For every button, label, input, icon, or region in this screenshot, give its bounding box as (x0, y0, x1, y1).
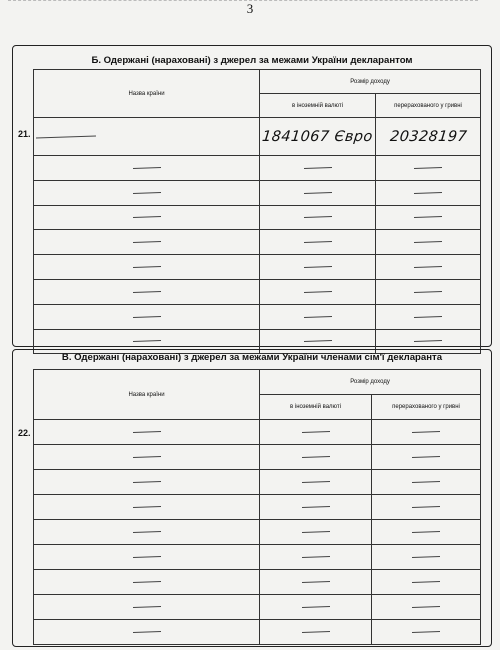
table-row (34, 420, 481, 445)
header-country: Назва країни (34, 370, 260, 420)
country-cell[interactable] (34, 420, 260, 445)
table-row (34, 545, 481, 570)
country-cell[interactable] (34, 595, 260, 620)
uah-value-cell[interactable] (376, 156, 481, 181)
country-cell[interactable] (34, 620, 260, 645)
table-row (34, 570, 481, 595)
foreign-value-cell[interactable] (260, 520, 372, 545)
foreign-value-cell[interactable] (260, 595, 372, 620)
header-converted-uah: перерахованого у гривні (372, 395, 481, 420)
uah-value-cell[interactable] (372, 420, 481, 445)
table-row (34, 180, 481, 205)
uah-value-handwritten: 20328197 (388, 128, 468, 145)
foreign-value-cell[interactable] (260, 180, 376, 205)
foreign-value-cell[interactable] (260, 118, 376, 156)
foreign-value-cell[interactable] (260, 279, 376, 304)
table-row (34, 118, 481, 156)
uah-value-cell[interactable] (372, 445, 481, 470)
section-b-title: Б. Одержані (нараховані) з джерел за межами України декларантом (91, 55, 413, 66)
table-row (34, 520, 481, 545)
uah-value-cell[interactable] (376, 180, 481, 205)
country-cell[interactable] (34, 255, 260, 280)
uah-value-cell[interactable] (376, 279, 481, 304)
section-b-table (33, 69, 481, 354)
header-income-size: Розмір доходу (260, 70, 481, 94)
foreign-value-cell[interactable] (260, 470, 372, 495)
country-cell[interactable] (34, 180, 260, 205)
uah-value-cell[interactable] (372, 520, 481, 545)
header-income-size: Розмір доходу (260, 370, 481, 395)
uah-value-cell[interactable] (376, 255, 481, 280)
section-b-row-number: 21. (18, 129, 31, 139)
foreign-value-cell[interactable] (260, 545, 372, 570)
uah-value-cell[interactable] (372, 545, 481, 570)
table-row (34, 620, 481, 645)
country-cell[interactable] (34, 279, 260, 304)
country-cell[interactable] (34, 520, 260, 545)
uah-value-cell[interactable] (376, 304, 481, 329)
foreign-value-cell[interactable] (260, 445, 372, 470)
table-row (34, 495, 481, 520)
foreign-value-cell[interactable] (260, 205, 376, 230)
foreign-value-cell[interactable] (260, 620, 372, 645)
header-country: Назва країни (34, 70, 260, 118)
page-number: 3 (246, 1, 254, 16)
table-row (34, 205, 481, 230)
table-row (34, 255, 481, 280)
uah-value-cell[interactable] (372, 570, 481, 595)
section-v-title: В. Одержані (нараховані) з джерел за межами України членами сім'ї декларанта (61, 352, 443, 363)
country-cell[interactable] (34, 230, 260, 255)
foreign-value-cell[interactable] (260, 570, 372, 595)
country-cell[interactable] (34, 570, 260, 595)
foreign-value-cell[interactable] (260, 420, 372, 445)
foreign-value-cell[interactable] (260, 255, 376, 280)
uah-value-cell[interactable] (372, 495, 481, 520)
header-foreign-currency: в іноземній валюті (260, 395, 372, 420)
foreign-value-cell[interactable] (260, 304, 376, 329)
section-v-table (33, 369, 481, 645)
uah-value-cell[interactable] (372, 470, 481, 495)
header-converted-uah: перерахованого у гривні (376, 94, 481, 118)
uah-value-cell[interactable] (376, 205, 481, 230)
table-row (34, 470, 481, 495)
country-cell[interactable] (34, 118, 260, 156)
country-cell[interactable] (34, 304, 260, 329)
country-cell[interactable] (34, 445, 260, 470)
table-row (34, 156, 481, 181)
country-cell[interactable] (34, 545, 260, 570)
table-row (34, 304, 481, 329)
uah-value-cell[interactable] (376, 230, 481, 255)
table-row (34, 445, 481, 470)
section-v-row-number: 22. (18, 428, 31, 438)
table-row (34, 230, 481, 255)
country-cell[interactable] (34, 470, 260, 495)
uah-value-cell[interactable] (372, 595, 481, 620)
country-cell[interactable] (34, 156, 260, 181)
foreign-value-cell[interactable] (260, 156, 376, 181)
country-cell[interactable] (34, 495, 260, 520)
uah-value-cell[interactable] (372, 620, 481, 645)
foreign-value-cell[interactable] (260, 495, 372, 520)
foreign-value-cell[interactable] (260, 230, 376, 255)
table-row (34, 595, 481, 620)
country-cell[interactable] (34, 205, 260, 230)
foreign-value-handwritten: 1841067 Євро (261, 128, 374, 145)
uah-value-cell[interactable] (376, 118, 481, 156)
table-row (34, 279, 481, 304)
header-foreign-currency: в іноземній валюті (260, 94, 376, 118)
